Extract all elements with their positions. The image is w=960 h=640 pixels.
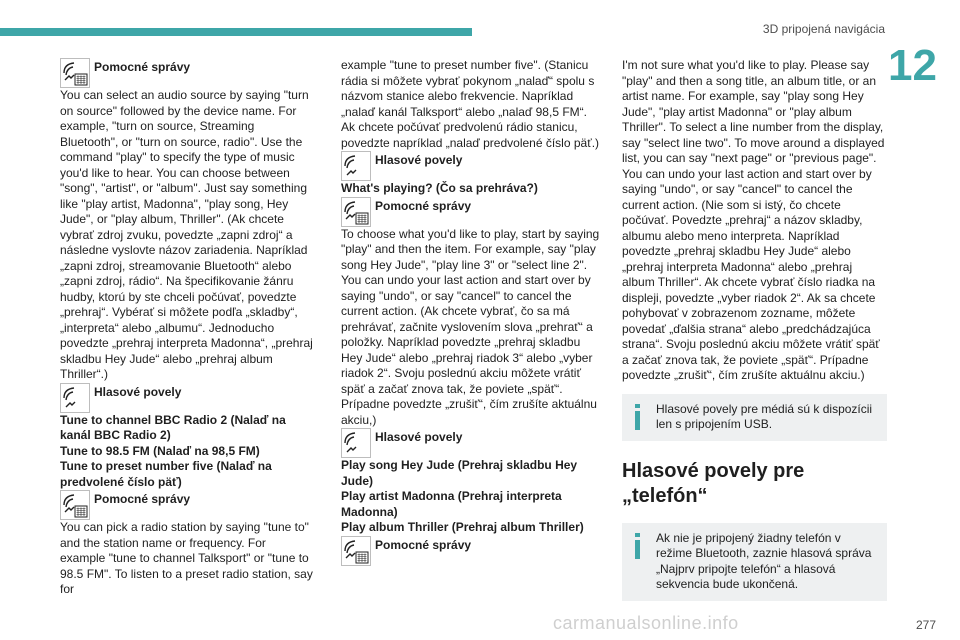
help-messages-heading — [341, 197, 603, 227]
help-messages-heading — [341, 536, 603, 566]
chapter-title: 3D pripojená navigácia — [762, 22, 885, 36]
voice-help-icon — [60, 58, 90, 88]
voice-label: Hlasové povely — [94, 384, 182, 399]
command-text: Tune to preset number five (Nalaď na predvolené číslo päť) — [60, 459, 272, 489]
chapter-number: 12 — [888, 41, 937, 90]
col3-paragraph-1: I'm not sure what you'd like to play. Please say "play" and then a song title, an album title, or an artist name. For example, say "play song Hey Jude", "play artist Madonna" or "play album Thriller". To select a line number from the display, say "select line two". To move around a displayed list, you can say "next page" or "previous page". You can undo your last action and start over by saying "undo", or say "cancel" to cancel the current action. (Nie som si istý, čo chcete počúvať. Povedzte „prehraj“ a názov skladby, albumu alebo meno interpreta. Napríklad povedzte „prehraj skladbu Hey Jude“ alebo „prehraj interpreta Madonna“ alebo „prehraj album Thriller“. Ak chcete vybrať číslo riadka na displeji, povedzte „vyber riadok 2“. Ak sa chcete pohybovať v zobrazenom zozname, môžete povedať „ďalšia strana“ alebo „predchádzajúca strana“. Svoju poslednú akciu môžete vrátiť späť a začať znova tak, že poviete „späť“. Prípadne povedzte „zrušiť“, čím zrušíte aktuálnu akciu.) — [622, 58, 885, 382]
help-label: Pomocné správy — [375, 537, 472, 552]
command-text: Tune to 98.5 FM (Nalaď na 98,5 FM) — [60, 443, 260, 458]
help-messages-heading — [60, 490, 313, 520]
column-1 — [60, 58, 313, 598]
col1-paragraph-2: You can pick a radio station by saying "tune to" and the station name or frequency. For example "tune to channel Talksport" or "tune to 98.5 FM". To listen to a preset radio station, say for — [60, 520, 313, 596]
help-label: Pomocné správy — [375, 198, 472, 213]
col2-paragraph-2: To choose what you'd like to play, start by saying "play" and then the item. For example, say "play song Hey Jude", "play line 3" or "select line 2". You can undo your last action and start over by saying "undo", or say "cancel" to cancel the current action. (Ak chcete vybrať, čo sa má prehrávať, začnite vyslovením slova „prehrať“ a položky. Napríklad povedzte „prehraj skladbu Hey Jude“ alebo „prehraj riadok 3“ alebo „vyber riadok 2“. Svoju poslednú akciu môžete vrátiť späť a začať znova tak, že poviete „späť“. Prípadne povedzte „zrušiť“, čím zrušíte aktuálnu akciu,) — [341, 226, 600, 427]
help-label: Pomocné správy — [94, 492, 191, 506]
col1-paragraph-1: You can select an audio source by saying "turn on source" followed by the device name. For example, "turn on source, Streaming Bluetooth", or "turn on source, radio". Use the command "play" to specify the type of music you'd like to hear. You can choose between "song", "artist", or "album". Just say something like "play artist, Madonna", "play song, Hey Jude", or "play album, Thriller". (Ak chcete vybrať zdroj zvuku, povedzte „zapni zdroj“ a následne vyslovte názov zariadenia. Napríklad „zapni zdroj, streamovanie Bluetooth“ alebo „zapni zdroj, rádio“. Na špecifikovanie žánru hudby, ktorú by ste chceli počúvať, povedzte „prehraj“. Vybérať si môžete podľa „skladby“, „interpreta“ alebo „albumu“. Jednoducho povedzte „prehraj interpreta Madonna“, „prehraj skladbu Hey Jude“ alebo „prehraj album Thriller“.) — [60, 88, 313, 381]
info-text: Hlasové povely pre médiá sú k dispozícii len s pripojením USB. — [656, 401, 873, 431]
section-title: Hlasové povely pre „telefón“ — [622, 459, 805, 507]
info-icon — [632, 404, 646, 430]
command-text: Tune to channel BBC Radio 2 (Nalaď na kanál BBC Radio 2) — [60, 412, 286, 442]
command-text: What's playing? (Čo sa prehráva?) — [341, 181, 538, 195]
info-text: Ak nie je pripojený žiadny telefón v režime Bluetooth, zaznie hlasová správa „Najprv pripojte telefón“ a hlasová sekvencia bude ukončená. — [656, 530, 872, 591]
voice-commands-heading — [341, 151, 603, 181]
voice-label: Hlasové povely — [375, 430, 463, 444]
command-text: Play song Hey Jude (Prehraj skladbu Hey Jude) — [341, 458, 578, 488]
command-text: Play album Thriller (Prehraj album Thriller) — [341, 520, 584, 534]
command-text: Play artist Madonna (Prehraj interpreta Madonna) — [341, 489, 562, 519]
col2-paragraph-1: example "tune to preset number five". (Stanicu rádia si môžete vybrať pokynom „nalaď“ spolu s názvom stanice alebo frekvencie. Napríklad „nalaď kanál Talksport“ alebo „nalaď 98,5 FM“. Ak chcete počúvať predvolenú rádio stanicu, povedzte napríklad „nalaď predvolené číslo päť.) — [341, 58, 600, 150]
column-3 — [622, 58, 887, 601]
help-messages-heading — [60, 58, 313, 88]
info-box — [622, 523, 887, 601]
voice-command-icon — [341, 428, 371, 458]
voice-help-icon — [341, 536, 371, 566]
voice-help-icon — [341, 197, 371, 227]
column-2 — [341, 58, 603, 566]
help-label: Pomocné správy — [94, 60, 191, 74]
page-number: 277 — [915, 618, 936, 632]
voice-commands-heading — [341, 428, 603, 458]
info-icon — [632, 533, 646, 559]
info-box — [622, 394, 887, 441]
voice-commands-heading — [60, 383, 313, 413]
voice-command-icon — [60, 383, 90, 413]
voice-label: Hlasové povely — [375, 153, 463, 167]
watermark: carmanualsonline.info — [553, 613, 739, 633]
voice-command-icon — [341, 151, 371, 181]
header-accent-bar — [0, 28, 472, 36]
voice-help-icon — [60, 490, 90, 520]
